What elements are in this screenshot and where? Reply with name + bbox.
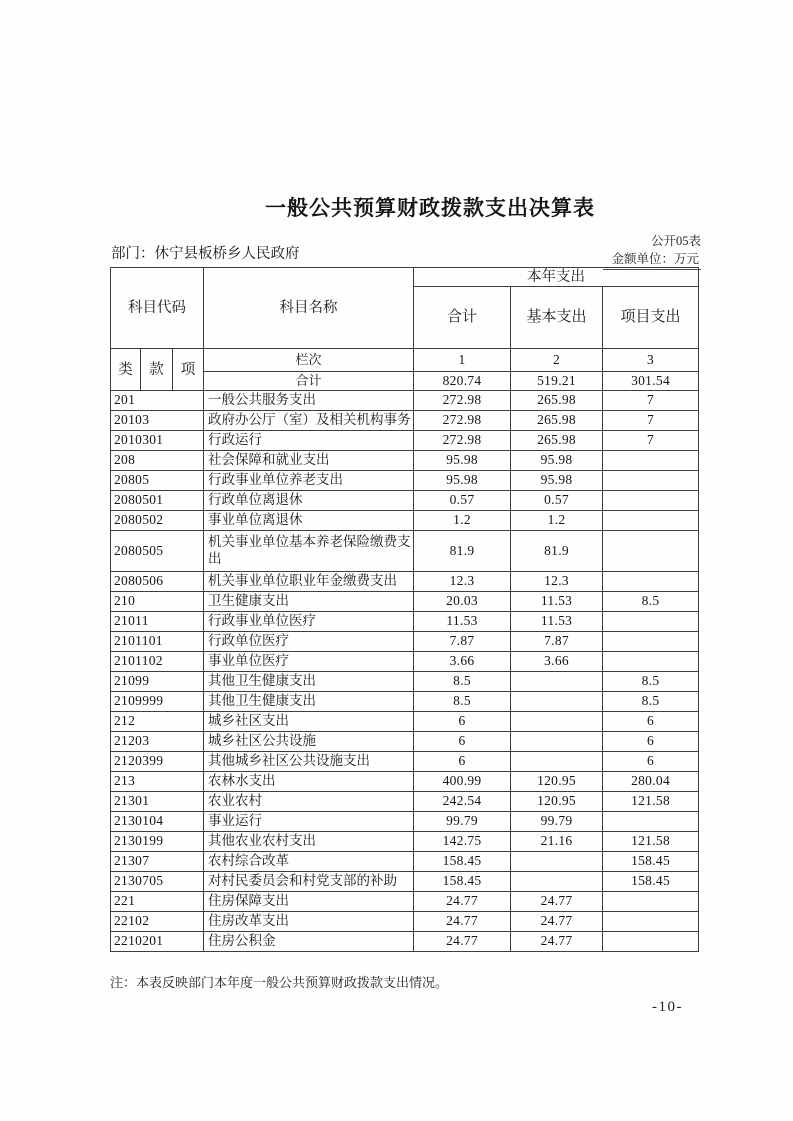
table-row [111, 451, 699, 471]
subject-name-cell: 机关事业单位基本养老保险缴费支出 [204, 531, 414, 572]
table-body [111, 391, 699, 952]
basic-expenditure-cell: 7.87 [511, 632, 603, 652]
header-subject-name: 科目名称 [204, 268, 414, 349]
project-expenditure-cell: 7 [603, 411, 699, 431]
grand-total-label: 合计 [204, 372, 414, 391]
project-expenditure-cell [603, 451, 699, 471]
project-expenditure-cell [603, 812, 699, 832]
project-expenditure-cell [603, 632, 699, 652]
subject-code-cell: 201 [111, 391, 204, 411]
budget-expenditure-table [110, 267, 699, 952]
project-expenditure-cell: 280.04 [603, 772, 699, 792]
subject-code-cell: 21307 [111, 852, 204, 872]
subject-code-cell: 208 [111, 451, 204, 471]
header-current-year-expenditure: 本年支出 [414, 268, 699, 287]
project-expenditure-cell: 6 [603, 752, 699, 772]
basic-expenditure-cell [511, 672, 603, 692]
subject-code-cell: 210 [111, 592, 204, 612]
subject-code-cell: 2109999 [111, 692, 204, 712]
basic-expenditure-cell: 120.95 [511, 792, 603, 812]
basic-expenditure-cell: 24.77 [511, 892, 603, 912]
total-value-cell: 272.98 [414, 411, 511, 431]
basic-expenditure-cell: 95.98 [511, 451, 603, 471]
total-value-cell: 95.98 [414, 471, 511, 491]
table-row [111, 772, 699, 792]
table-row [111, 892, 699, 912]
table-row [111, 752, 699, 772]
subject-code-cell: 2130705 [111, 872, 204, 892]
subject-name-cell: 城乡社区支出 [204, 712, 414, 732]
subject-name-cell: 其他卫生健康支出 [204, 692, 414, 712]
total-value-cell: 272.98 [414, 391, 511, 411]
subject-code-cell: 2101102 [111, 652, 204, 672]
total-value-cell: 0.57 [414, 491, 511, 511]
subject-code-cell: 21301 [111, 792, 204, 812]
subject-code-cell: 2080502 [111, 511, 204, 531]
subject-code-cell: 2130199 [111, 832, 204, 852]
total-value-cell: 6 [414, 752, 511, 772]
total-value-cell: 3.66 [414, 652, 511, 672]
table-row [111, 932, 699, 952]
subject-name-cell: 农村综合改革 [204, 852, 414, 872]
subject-name-cell: 城乡社区公共设施 [204, 732, 414, 752]
basic-expenditure-cell [511, 752, 603, 772]
page-number: -10- [652, 999, 683, 1015]
column-number-1: 1 [414, 349, 511, 372]
subject-name-cell: 行政运行 [204, 431, 414, 451]
basic-expenditure-cell: 265.98 [511, 391, 603, 411]
basic-expenditure-cell: 12.3 [511, 572, 603, 592]
table-row [111, 612, 699, 632]
table-row [111, 872, 699, 892]
column-number-3: 3 [603, 349, 699, 372]
total-value-cell: 7.87 [414, 632, 511, 652]
subject-name-cell: 政府办公厅（室）及相关机构事务 [204, 411, 414, 431]
total-value-cell: 81.9 [414, 531, 511, 572]
basic-expenditure-cell: 81.9 [511, 531, 603, 572]
subject-name-cell: 机关事业单位职业年金缴费支出 [204, 572, 414, 592]
basic-expenditure-cell: 95.98 [511, 471, 603, 491]
header-subject-code: 科目代码 [111, 268, 204, 349]
table-row [111, 491, 699, 511]
subject-code-cell: 2210201 [111, 932, 204, 952]
project-expenditure-cell [603, 912, 699, 932]
subject-name-cell: 住房公积金 [204, 932, 414, 952]
subject-name-cell: 一般公共服务支出 [204, 391, 414, 411]
subject-code-cell: 21203 [111, 732, 204, 752]
table-row [111, 531, 699, 572]
basic-expenditure-cell [511, 712, 603, 732]
basic-expenditure-cell [511, 732, 603, 752]
table-row [111, 411, 699, 431]
table-row [111, 672, 699, 692]
basic-expenditure-cell: 11.53 [511, 612, 603, 632]
project-expenditure-cell: 8.5 [603, 692, 699, 712]
table-row [111, 792, 699, 812]
header-section: 款 [141, 349, 173, 391]
project-expenditure-cell: 8.5 [603, 592, 699, 612]
table-row [111, 632, 699, 652]
table-row [111, 572, 699, 592]
header-total-column: 合计 [414, 287, 511, 349]
subject-code-cell: 20805 [111, 471, 204, 491]
project-expenditure-cell: 6 [603, 732, 699, 752]
subject-name-cell: 社会保障和就业支出 [204, 451, 414, 471]
table-row [111, 832, 699, 852]
total-value-cell: 99.79 [414, 812, 511, 832]
subject-code-cell: 2120399 [111, 752, 204, 772]
subject-code-cell: 221 [111, 892, 204, 912]
total-value-cell: 20.03 [414, 592, 511, 612]
project-expenditure-cell [603, 892, 699, 912]
total-value-cell: 24.77 [414, 892, 511, 912]
basic-expenditure-cell: 3.66 [511, 652, 603, 672]
amount-unit-label: 金额单位：万元 [603, 249, 701, 270]
total-value-cell: 95.98 [414, 451, 511, 471]
table-header [111, 268, 699, 391]
basic-expenditure-cell: 0.57 [511, 491, 603, 511]
subject-name-cell: 住房保障支出 [204, 892, 414, 912]
subject-code-cell: 2010301 [111, 431, 204, 451]
basic-expenditure-cell: 1.2 [511, 511, 603, 531]
subject-name-cell: 行政事业单位医疗 [204, 612, 414, 632]
subject-name-cell: 其他卫生健康支出 [204, 672, 414, 692]
header-basic-expenditure-column: 基本支出 [511, 287, 603, 349]
basic-expenditure-cell: 24.77 [511, 912, 603, 932]
header-class: 类 [111, 349, 141, 391]
subject-name-cell: 其他农业农村支出 [204, 832, 414, 852]
basic-expenditure-cell: 21.16 [511, 832, 603, 852]
total-value-cell: 142.75 [414, 832, 511, 852]
project-expenditure-cell: 121.58 [603, 792, 699, 812]
subject-code-cell: 2080506 [111, 572, 204, 592]
subject-name-cell: 农林水支出 [204, 772, 414, 792]
basic-expenditure-cell [511, 872, 603, 892]
project-expenditure-cell: 158.45 [603, 872, 699, 892]
project-expenditure-cell: 6 [603, 712, 699, 732]
grand-total-value: 820.74 [414, 372, 511, 391]
subject-name-cell: 农业农村 [204, 792, 414, 812]
table-row [111, 391, 699, 411]
table-note: 注：本表反映部门本年度一般公共预算财政拨款支出情况。 [110, 975, 449, 990]
header-item: 项 [173, 349, 204, 391]
grand-total-basic-value: 519.21 [511, 372, 603, 391]
total-value-cell: 158.45 [414, 852, 511, 872]
project-expenditure-cell: 121.58 [603, 832, 699, 852]
table-row [111, 652, 699, 672]
subject-code-cell: 22102 [111, 912, 204, 932]
subject-code-cell: 2080501 [111, 491, 204, 511]
subject-name-cell: 住房改革支出 [204, 912, 414, 932]
basic-expenditure-cell: 265.98 [511, 431, 603, 451]
total-value-cell: 24.77 [414, 912, 511, 932]
project-expenditure-cell [603, 612, 699, 632]
basic-expenditure-cell: 24.77 [511, 932, 603, 952]
total-value-cell: 6 [414, 732, 511, 752]
project-expenditure-cell [603, 471, 699, 491]
subject-name-cell: 事业单位离退休 [204, 511, 414, 531]
subject-name-cell: 行政事业单位养老支出 [204, 471, 414, 491]
subject-name-cell: 事业运行 [204, 812, 414, 832]
subject-code-cell: 2080505 [111, 531, 204, 572]
subject-code-cell: 212 [111, 712, 204, 732]
project-expenditure-cell [603, 491, 699, 511]
basic-expenditure-cell: 99.79 [511, 812, 603, 832]
header-project-expenditure-column: 项目支出 [603, 287, 699, 349]
basic-expenditure-cell: 120.95 [511, 772, 603, 792]
total-value-cell: 272.98 [414, 431, 511, 451]
project-expenditure-cell: 158.45 [603, 852, 699, 872]
grand-total-project-value: 301.54 [603, 372, 699, 391]
subject-code-cell: 2101101 [111, 632, 204, 652]
subject-name-cell: 行政单位离退休 [204, 491, 414, 511]
total-value-cell: 8.5 [414, 692, 511, 712]
subject-name-cell: 行政单位医疗 [204, 632, 414, 652]
project-expenditure-cell: 8.5 [603, 672, 699, 692]
total-value-cell: 1.2 [414, 511, 511, 531]
project-expenditure-cell [603, 932, 699, 952]
project-expenditure-cell: 7 [603, 431, 699, 451]
table-row [111, 712, 699, 732]
total-value-cell: 6 [414, 712, 511, 732]
column-number-2: 2 [511, 349, 603, 372]
basic-expenditure-cell [511, 692, 603, 712]
total-value-cell: 11.53 [414, 612, 511, 632]
subject-code-cell: 213 [111, 772, 204, 792]
table-row [111, 912, 699, 932]
subject-code-cell: 20103 [111, 411, 204, 431]
subject-name-cell: 对村民委员会和村党支部的补助 [204, 872, 414, 892]
table-row [111, 592, 699, 612]
total-value-cell: 12.3 [414, 572, 511, 592]
total-value-cell: 242.54 [414, 792, 511, 812]
table-row [111, 732, 699, 752]
table-row [111, 852, 699, 872]
subject-code-cell: 21099 [111, 672, 204, 692]
subject-code-cell: 21011 [111, 612, 204, 632]
project-expenditure-cell [603, 531, 699, 572]
subject-name-cell: 事业单位医疗 [204, 652, 414, 672]
table-row [111, 471, 699, 491]
project-expenditure-cell [603, 511, 699, 531]
basic-expenditure-cell: 11.53 [511, 592, 603, 612]
table-row [111, 692, 699, 712]
basic-expenditure-cell [511, 852, 603, 872]
total-value-cell: 8.5 [414, 672, 511, 692]
total-value-cell: 158.45 [414, 872, 511, 892]
basic-expenditure-cell: 265.98 [511, 411, 603, 431]
project-expenditure-cell [603, 572, 699, 592]
project-expenditure-cell [603, 652, 699, 672]
table-row [111, 431, 699, 451]
table-row [111, 511, 699, 531]
subject-name-cell: 卫生健康支出 [204, 592, 414, 612]
page-title: 一般公共预算财政拨款支出决算表 [265, 196, 595, 220]
form-number-label: 公开05表 [650, 234, 701, 248]
subject-code-cell: 2130104 [111, 812, 204, 832]
subject-name-cell: 其他城乡社区公共设施支出 [204, 752, 414, 772]
total-value-cell: 24.77 [414, 932, 511, 952]
department-label: 部门：休宁县板桥乡人民政府 [111, 246, 300, 262]
table-row [111, 812, 699, 832]
total-value-cell: 400.99 [414, 772, 511, 792]
header-column-index-label: 栏次 [204, 349, 414, 372]
project-expenditure-cell: 7 [603, 391, 699, 411]
